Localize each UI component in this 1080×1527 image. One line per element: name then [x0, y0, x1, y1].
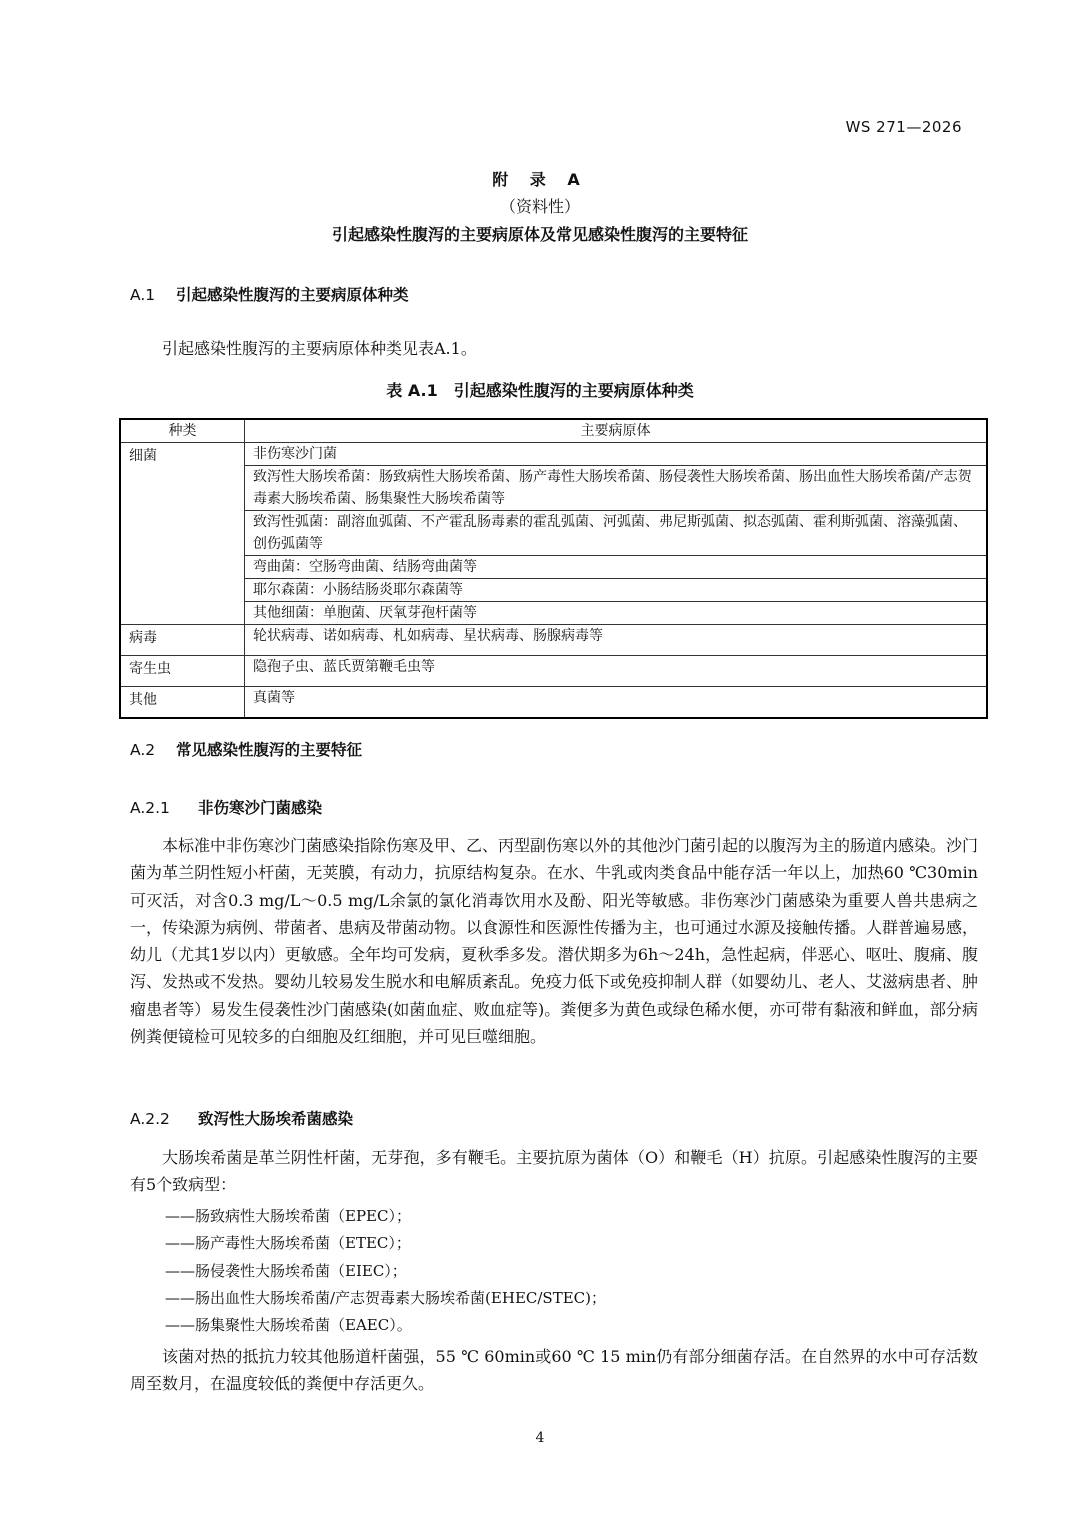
table-row: [120, 656, 987, 687]
table-cell: 其他细菌：单胞菌、厌氧芽孢杆菌等: [245, 602, 988, 625]
table-cell: 隐孢子虫、蓝氏贾第鞭毛虫等: [245, 656, 988, 687]
section-number: A.2: [130, 741, 156, 759]
table-row: [120, 687, 987, 719]
table-cell: 致泻性弧菌：副溶血弧菌、不产霍乱肠毒素的霍乱弧菌、河弧菌、弗尼斯弧菌、拟态弧菌、霍利斯弧菌、溶藻弧菌、创伤弧菌等: [245, 511, 988, 556]
table-cell: 弯曲菌：空肠弯曲菌、结肠弯曲菌等: [245, 556, 988, 579]
section-a21-text: 本标准中非伤寒沙门菌感染指除伤寒及甲、乙、丙型副伤寒以外的其他沙门菌引起的以腹泻为主的肠道内感染。沙门菌为革兰阴性短小杆菌，无荚膜，有动力，抗原结构复杂。在水、牛乳或肉类食品中能存活一年以上，加热60 ℃30min可灭活，对含0.3 mg/L～0.5 mg/L余氯的氯化消毒饮用水及酚、阳光等敏感。非伤寒沙门菌感染为重要人兽共患病之一，传染源为病例、带菌者、患病及带菌动物。以食源性和医源性传播为主，也可通过水源及接触传播。人群普遍易感，幼儿（尤其1岁以内）更敏感。全年均可发病，夏秋季多发。潜伏期多为6h～24h，急性起病，伴恶心、呕吐、腹痛、腹泻、发热或不发热。婴幼儿较易发生脱水和电解质紊乱。免疫力低下或免疫抑制人群（如婴幼儿、老人、艾滋病患者、肿瘤患者等）易发生侵袭性沙门菌感染(如菌血症、败血症等)。粪便多为黄色或绿色稀水便，亦可带有黏液和鲜血，部分病例粪便镜检可见较多的白细胞及红细胞，并可见巨噬细胞。: [130, 836, 979, 1047]
pathogen-table: [119, 418, 988, 719]
page-number: 4: [535, 1430, 545, 1446]
table-cell: 轮状病毒、诺如病毒、札如病毒、星状病毒、肠腺病毒等: [245, 625, 988, 656]
category-virus: 病毒: [120, 625, 245, 656]
list-item: ——肠致病性大肠埃希菌（EPEC）；: [165, 1207, 411, 1225]
section-number: A.1: [130, 286, 156, 304]
category-bacteria: 细菌: [120, 443, 245, 625]
table-cell: 非伤寒沙门菌: [245, 443, 988, 466]
table-row: [120, 602, 987, 625]
section-a1-heading: [130, 283, 409, 305]
table-row: [120, 443, 987, 466]
appendix-label: 附 录 A: [492, 170, 588, 189]
table-row: [120, 511, 987, 556]
column-header-category: 种类: [120, 419, 245, 443]
section-title: 常见感染性腹泻的主要特征: [176, 741, 363, 759]
column-header-pathogen: 主要病原体: [245, 419, 988, 443]
document-number: WS 271—2026: [845, 118, 962, 136]
section-a21-heading: [130, 796, 322, 818]
appendix-title: 引起感染性腹泻的主要病原体及常见感染性腹泻的主要特征: [331, 225, 748, 244]
table-header-row: [120, 419, 987, 443]
list-item: ——肠出血性大肠埃希菌/产志贺毒素大肠埃希菌(EHEC/STEC)；: [165, 1288, 606, 1307]
list-item: ——肠产毒性大肠埃希菌（ETEC）；: [165, 1234, 411, 1253]
section-title: 致泻性大肠埃希菌感染: [198, 1110, 354, 1128]
table-row: [120, 466, 987, 511]
table-cell: 耶尔森菌：小肠结肠炎耶尔森菌等: [245, 579, 988, 602]
table-row: [120, 579, 987, 602]
section-a22-heading: [130, 1107, 353, 1129]
table-cell: 真菌等: [245, 687, 988, 719]
section-number: A.2.2: [130, 1110, 170, 1128]
table-row: [120, 625, 987, 656]
table-cell: 致泻性大肠埃希菌：肠致病性大肠埃希菌、肠产毒性大肠埃希菌、肠侵袭性大肠埃希菌、肠出血性大肠埃希菌/产志贺毒素大肠埃希菌、肠集聚性大肠埃希菌等: [245, 466, 988, 511]
section-a22-intro: 大肠埃希菌是革兰阴性杆菌，无芽孢，多有鞭毛。主要抗原为菌体（O）和鞭毛（H）抗原。引起感染性腹泻的主要有5个致病型：: [130, 1148, 978, 1195]
list-item: ——肠集聚性大肠埃希菌（EAEC）。: [165, 1316, 412, 1335]
table-caption: 表 A.1 引起感染性腹泻的主要病原体种类: [386, 381, 694, 400]
pathotype-list: [165, 1203, 606, 1339]
section-a22-text: 该菌对热的抵抗力较其他肠道杆菌强，55 ℃ 60min或60 ℃ 15 min仍有部分细菌存活。在自然界的水中可存活数周至数月，在温度较低的粪便中存活更久。: [130, 1347, 978, 1394]
category-parasite: 寄生虫: [120, 656, 245, 687]
section-a1-text: 引起感染性腹泻的主要病原体种类见表A.1。: [162, 339, 477, 358]
section-a2-heading: [130, 738, 362, 760]
table-row: [120, 556, 987, 579]
section-number: A.2.1: [130, 799, 170, 817]
appendix-nature: （资料性）: [499, 197, 580, 216]
section-title: 引起感染性腹泻的主要病原体种类: [176, 286, 409, 304]
category-other: 其他: [120, 687, 245, 719]
section-title: 非伤寒沙门菌感染: [198, 799, 323, 817]
list-item: ——肠侵袭性大肠埃希菌（EIEC）；: [165, 1261, 407, 1280]
